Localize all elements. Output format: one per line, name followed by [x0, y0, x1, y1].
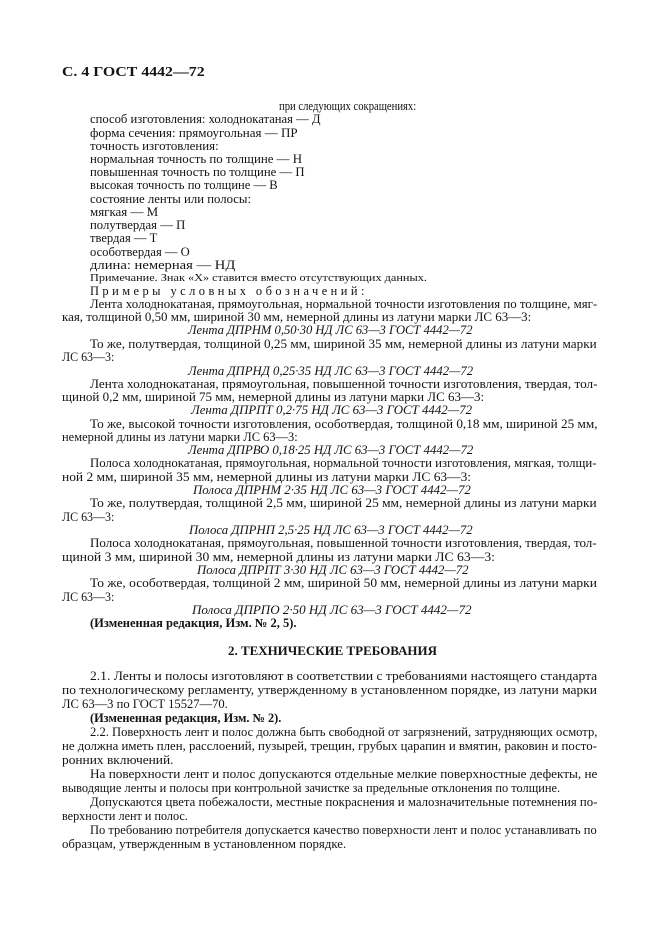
text-line: Лента холоднокатаная, прямоугольная, повышенной точности изготовления, твердая, тол- — [90, 377, 598, 391]
text-line: ЛС 63—3: — [62, 510, 115, 524]
designation-line: Полоса ДПРПО 2·50 НД ЛС 63—3 ГОСТ 4442—72 — [192, 603, 472, 617]
text-line: ронних включений. — [62, 753, 174, 767]
text-line: Полоса холоднокатаная, прямоугольная, нормальной точности изготовления, мягкая, толщи- — [90, 456, 597, 470]
text-line: твердая — Т — [90, 231, 158, 245]
text-line: По требованию потребителя допускается качество поверхности лент и полос устанавливать по — [90, 823, 597, 837]
text-line: образцам, утвержденным в установленном порядке. — [62, 837, 347, 851]
designation-line: Лента ДПРВО 0,18·25 НД ЛС 63—3 ГОСТ 4442—72 — [188, 443, 474, 457]
designation-line: Лента ДПРПТ 0,2·75 НД ЛС 63—3 ГОСТ 4442—72 — [191, 403, 473, 417]
text-line: щиной 3 мм, шириной 30 мм, немерной длины из латуни марки ЛС 63—3: — [62, 550, 495, 564]
text-line: повышенная точность по толщине — П — [90, 165, 305, 179]
designation-line: Лента ДПРНД 0,25·35 НД ЛС 63—3 ГОСТ 4442—72 — [188, 364, 474, 378]
text-line: То же, особотвердая, толщиной 2 мм, шириной 50 мм, немерной длины из латуни марки — [90, 576, 597, 590]
examples-heading: Примеры условных обозначений: — [90, 284, 368, 298]
text-line: кая, толщиной 0,50 мм, шириной 30 мм, немерной длины из латуни марки ЛС 63—3: — [62, 310, 532, 324]
text-line: 2.2. Поверхность лент и полос должна быть свободной от загрязнений, затрудняющих осмотр, — [90, 725, 598, 739]
text-line: ЛС 63—3 по ГОСТ 15527—70. — [62, 697, 228, 711]
text-line: щиной 0,2 мм, шириной 75 мм, немерной длины из латуни марки ЛС 63—3: — [62, 390, 485, 404]
text-line: Лента холоднокатаная, прямоугольная, нормальной точности изготовления по толщине, мяг- — [90, 297, 598, 311]
section-title: 2. ТЕХНИЧЕСКИЕ ТРЕБОВАНИЯ — [228, 644, 437, 658]
designation-line: Полоса ДПРПТ 3·30 НД ЛС 63—3 ГОСТ 4442—72 — [197, 563, 469, 577]
text-line: выводящие ленты и полосы при контрольной зачистке за предельные отклонения по толщине. — [62, 781, 561, 795]
text-line: не должна иметь плен, расслоений, пузырей, трещин, грубых царапин и вмятин, раковин и посто- — [62, 739, 597, 753]
text-line: немерной длины из латуни марки ЛС 63—3: — [62, 430, 298, 444]
text-line: ной 2 мм, шириной 35 мм, немерной длины из латуни марки ЛС 63—3: — [62, 470, 472, 484]
text-line: форма сечения: прямоугольная — ПР — [90, 126, 298, 140]
text-line: особотвердая — О — [90, 245, 190, 259]
text-line: верхности лент и полос. — [62, 809, 188, 823]
text-line: ЛС 63—3: — [62, 590, 115, 604]
text-line: То же, высокой точности изготовления, особотвердая, толщиной 0,18 мм, шириной 25 мм, — [90, 417, 598, 431]
designation-line: Полоса ДПРНМ 2·35 НД ЛС 63—3 ГОСТ 4442—72 — [193, 483, 471, 497]
text-line: способ изготовления: холоднокатаная — Д — [90, 112, 321, 126]
amendment-note: (Измененная редакция, Изм. № 2). — [90, 711, 282, 725]
text-line: Полоса холоднокатаная, прямоугольная, повышенной точности изготовления, твердая, тол- — [90, 536, 597, 550]
text-line: нормальная точность по толщине — Н — [90, 152, 302, 166]
text-line: по технологическому регламенту, утвержденному в установленном порядке, из латуни марки — [62, 683, 597, 697]
text-line: точность изготовления: — [90, 139, 219, 153]
text-line: Допускаются цвета побежалости, местные покраснения и малозначительные потемнения по- — [90, 795, 598, 809]
text-line: То же, полутвердая, толщиной 2,5 мм, шириной 25 мм, немерной длины из латуни марки — [90, 496, 597, 510]
note-line: Примечание. Знак «Х» ставится вместо отсутствующих данных. — [90, 273, 427, 284]
page-header: С. 4 ГОСТ 4442—72 — [62, 64, 205, 79]
text-line: То же, полутвердая, толщиной 0,25 мм, шириной 35 мм, немерной длины из латуни марки — [90, 337, 597, 351]
text-line: состояние ленты или полосы: — [90, 192, 252, 206]
designation-line: Полоса ДПРНП 2,5·25 НД ЛС 63—3 ГОСТ 4442—72 — [189, 523, 473, 537]
text-line: ЛС 63—3: — [62, 350, 115, 364]
text-line: полутвердая — П — [90, 218, 186, 232]
text-line: 2.1. Ленты и полосы изготовляют в соответствии с требованиями настоящего стандарта — [90, 669, 598, 683]
text-line: мягкая — М — [90, 205, 159, 219]
text-line: На поверхности лент и полос допускаются отдельные мелкие поверхностные дефекты, не — [90, 767, 598, 781]
amendment-note: (Измененная редакция, Изм. № 2, 5). — [90, 616, 297, 630]
text-line: при следующих сокращениях: — [279, 99, 417, 113]
designation-line: Лента ДПРНМ 0,50·30 НД ЛС 63—3 ГОСТ 4442—72 — [188, 323, 473, 337]
text-line: длина: немерная — НД — [90, 258, 236, 272]
text-line: высокая точность по толщине — В — [90, 178, 278, 192]
